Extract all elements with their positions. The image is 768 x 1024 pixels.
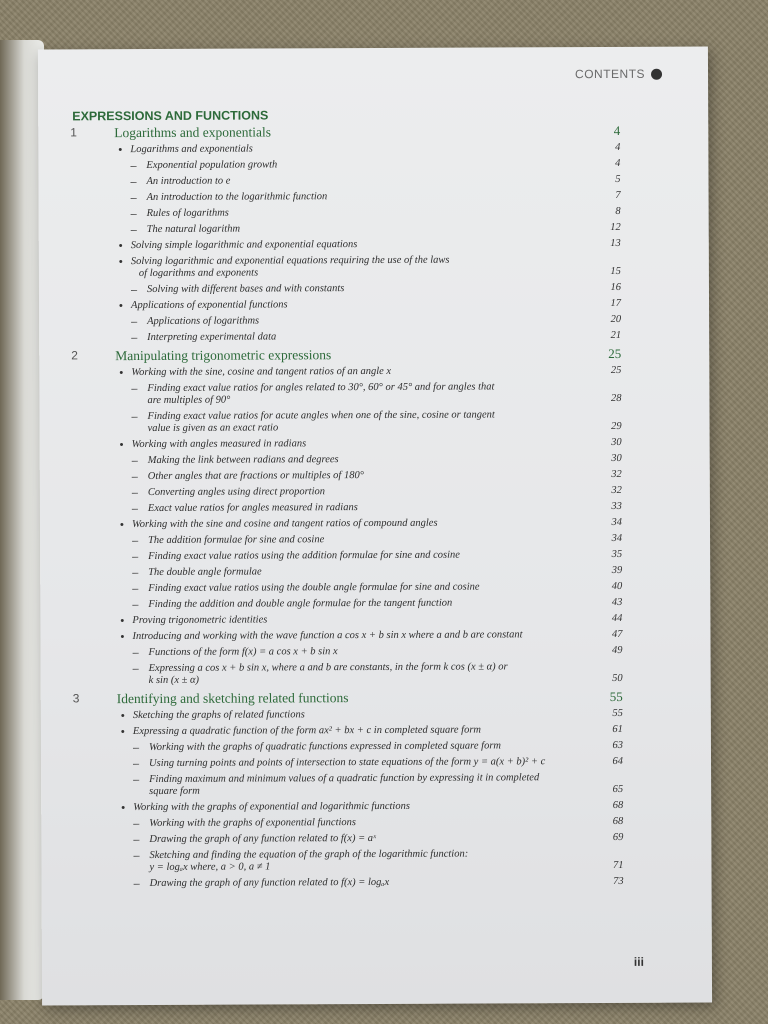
page-ref: 55 bbox=[612, 707, 623, 719]
entry-text: The natural logarithm bbox=[146, 223, 241, 235]
dash-icon: – bbox=[133, 774, 140, 787]
dash-icon: – bbox=[133, 878, 140, 891]
section-title: EXPRESSIONS AND FUNCTIONS bbox=[72, 108, 269, 124]
entry-text: value is given as an exact ratio bbox=[147, 422, 279, 434]
page-ref: 13 bbox=[610, 237, 621, 249]
page-ref: 20 bbox=[610, 313, 622, 325]
page-ref: 4 bbox=[615, 141, 621, 153]
entry-text: Working with the graphs of exponential and logarithmic functions bbox=[133, 800, 410, 814]
entry-text: of logarithms and exponents bbox=[138, 267, 259, 280]
entry-text: Finding the addition and double angle formulae for the tangent function bbox=[148, 597, 453, 610]
page-ref: 35 bbox=[611, 548, 623, 560]
entry-text: Drawing the graph of any function related to f(x) = logₐx bbox=[149, 876, 390, 889]
entry-text: Working with the graphs of quadratic functions expressed in completed square form bbox=[148, 740, 502, 753]
dash-icon: – bbox=[132, 551, 139, 564]
entry-text: Working with the graphs of exponential functions bbox=[149, 817, 357, 829]
entry-text: Making the link between radians and degrees bbox=[147, 454, 339, 466]
entry-text: Solving simple logarithmic and exponential equations bbox=[130, 239, 358, 252]
page-ref: 33 bbox=[611, 500, 622, 512]
entry-text: Working with the sine and cosine and tangent ratios of compound angles bbox=[131, 517, 438, 531]
page-number: iii bbox=[633, 954, 644, 969]
page-ref: 73 bbox=[613, 875, 624, 887]
page-ref: 43 bbox=[611, 596, 623, 608]
page-ref: 65 bbox=[612, 783, 624, 795]
entry-text: Expressing a quadratic function of the form ax² + bx + c in completed square form bbox=[132, 724, 482, 738]
book-spine-edge bbox=[0, 40, 44, 1000]
page-ref: 61 bbox=[612, 723, 623, 735]
entry-text: Sketching the graphs of related functions bbox=[132, 709, 305, 722]
page-ref: 21 bbox=[610, 329, 622, 341]
entry-text: Proving trigonometric identities bbox=[132, 614, 268, 627]
bullet-icon: • bbox=[119, 367, 124, 380]
entry-text: Exact value ratios for angles measured in radians bbox=[147, 502, 358, 514]
dash-icon: – bbox=[130, 160, 137, 173]
entry-text: are multiples of 90° bbox=[147, 394, 231, 406]
bullet-icon: • bbox=[118, 144, 123, 157]
entry-text: An introduction to e bbox=[146, 175, 231, 187]
page-ref: 7 bbox=[615, 189, 621, 201]
entry-text: y = logₐx where, a > 0, a ≠ 1 bbox=[149, 861, 271, 873]
page-ref: 34 bbox=[611, 532, 623, 544]
entry-text: Logarithms and exponentials bbox=[130, 143, 253, 156]
chapter-title: Identifying and sketching related functions bbox=[116, 690, 349, 707]
page-ref: 12 bbox=[610, 221, 621, 233]
page-ref: 32 bbox=[611, 468, 622, 480]
dash-icon: – bbox=[132, 663, 139, 676]
page-ref: 25 bbox=[610, 364, 622, 376]
dash-icon: – bbox=[131, 332, 138, 345]
entry-text: Drawing the graph of any function related to f(x) = aˣ bbox=[149, 832, 377, 845]
entry-text: Functions of the form f(x) = a cos x + b sin x bbox=[148, 646, 338, 658]
page-ref: 15 bbox=[610, 265, 621, 277]
bullet-icon: • bbox=[119, 300, 123, 313]
subtopic-row bbox=[41, 772, 711, 803]
subtopic-row bbox=[41, 661, 711, 692]
page-ref: 68 bbox=[612, 799, 624, 811]
entry-text: Applications of exponential functions bbox=[131, 299, 288, 312]
bullet-icon: • bbox=[121, 802, 126, 815]
bullet-icon: • bbox=[119, 519, 124, 532]
page-ref: 47 bbox=[611, 628, 623, 640]
entry-text: Applications of logarithms bbox=[147, 315, 260, 327]
dash-icon: – bbox=[131, 455, 138, 468]
dash-icon: – bbox=[130, 224, 137, 237]
dash-icon: – bbox=[131, 487, 139, 500]
contents-page bbox=[38, 47, 712, 1006]
page-ref: 32 bbox=[611, 484, 622, 496]
dash-icon: – bbox=[130, 284, 138, 297]
page-ref: 68 bbox=[612, 815, 624, 827]
entry-text: The addition formulae for sine and cosine bbox=[148, 534, 325, 546]
dash-icon: – bbox=[133, 850, 140, 863]
bullet-icon: • bbox=[118, 240, 123, 253]
dash-icon: – bbox=[131, 383, 138, 396]
chapter-number: 1 bbox=[70, 125, 77, 140]
dash-icon: – bbox=[133, 758, 140, 771]
subtopic-row bbox=[39, 381, 709, 412]
dash-icon: – bbox=[133, 818, 140, 831]
page-ref: 16 bbox=[610, 281, 621, 293]
header-title: CONTENTS bbox=[574, 66, 646, 82]
chapter-title: Logarithms and exponentials bbox=[114, 124, 272, 141]
page-ref: 5 bbox=[615, 173, 621, 185]
dash-icon: – bbox=[132, 535, 139, 548]
entry-text: Expressing a cos x + b sin x, where a and b are constants, in the form k cos (x ± α) or bbox=[148, 661, 508, 674]
bullet-icon: • bbox=[120, 631, 125, 644]
entry-text: square form bbox=[149, 785, 200, 797]
entry-text: Solving with different bases and with constants bbox=[146, 283, 345, 295]
contents-list bbox=[38, 123, 711, 895]
page-ref: 34 bbox=[611, 516, 623, 528]
dash-icon: – bbox=[132, 599, 139, 612]
entry-text: Other angles that are fractions or multiples of 180° bbox=[147, 470, 364, 482]
subtopic-row bbox=[42, 876, 712, 895]
entry-text: Finding exact value ratios using the double angle formulae for sine and cosine bbox=[148, 581, 480, 594]
dash-icon: – bbox=[130, 208, 137, 221]
page-ref: 4 bbox=[615, 157, 621, 169]
entry-text: Working with the sine, cosine and tangent ratios of an angle x bbox=[131, 365, 392, 379]
dash-icon: – bbox=[131, 316, 138, 329]
bullet-icon: • bbox=[118, 256, 123, 269]
topic-row bbox=[39, 254, 709, 285]
page-ref: 64 bbox=[612, 755, 624, 767]
entry-text: Converting angles using direct proportion bbox=[147, 486, 326, 498]
entry-text: Working with angles measured in radians bbox=[131, 438, 307, 451]
header-dot-icon bbox=[651, 68, 662, 79]
entry-text: Rules of logarithms bbox=[146, 207, 229, 219]
page-header bbox=[575, 67, 662, 81]
page-ref: 39 bbox=[611, 564, 623, 576]
dash-icon: – bbox=[132, 567, 139, 580]
chapter-title: Manipulating trigonometric expressions bbox=[115, 347, 332, 364]
page-ref: 28 bbox=[610, 392, 622, 404]
dash-icon: – bbox=[130, 192, 137, 205]
page-ref: 30 bbox=[611, 452, 622, 464]
subtopic-row bbox=[39, 409, 709, 440]
dash-icon: – bbox=[131, 471, 138, 484]
page-ref: 17 bbox=[610, 297, 622, 309]
entry-text: Finding maximum and minimum values of a quadratic function by expressing it in completed bbox=[149, 772, 540, 785]
page-ref: 50 bbox=[612, 672, 623, 684]
entry-text: k sin (x ± α) bbox=[148, 674, 200, 686]
dash-icon: – bbox=[133, 834, 140, 847]
page-ref: 25 bbox=[608, 345, 622, 361]
page-ref: 55 bbox=[609, 688, 623, 704]
page-ref: 29 bbox=[611, 420, 622, 432]
page-ref: 44 bbox=[611, 612, 623, 624]
dash-icon: – bbox=[131, 503, 139, 516]
chapter-number: 3 bbox=[72, 691, 80, 706]
page-ref: 40 bbox=[611, 580, 623, 592]
entry-text: Sketching and finding the equation of the graph of the logarithmic function: bbox=[149, 848, 469, 861]
entry-text: Finding exact value ratios using the addition formulae for sine and cosine bbox=[148, 549, 460, 562]
dash-icon: – bbox=[131, 411, 138, 424]
entry-text: The double angle formulae bbox=[148, 566, 262, 578]
dash-icon: – bbox=[130, 176, 137, 189]
chapter-number: 2 bbox=[71, 348, 78, 363]
page-ref: 4 bbox=[613, 122, 621, 138]
page-ref: 69 bbox=[612, 831, 624, 843]
dash-icon: – bbox=[132, 583, 139, 596]
entry-text: Exponential population growth bbox=[146, 159, 278, 171]
page-ref: 49 bbox=[612, 644, 623, 656]
subtopic-row bbox=[41, 848, 711, 879]
entry-text: Interpreting experimental data bbox=[147, 331, 277, 343]
page-ref: 63 bbox=[612, 739, 623, 751]
entry-text: Finding exact value ratios for acute angles when one of the sine, cosine or tangent bbox=[147, 409, 495, 422]
dash-icon: – bbox=[132, 647, 139, 660]
entry-text: Using turning points and points of intersection to state equations of the form y = a(x + b)² + c bbox=[149, 756, 546, 769]
entry-text: An introduction to the logarithmic function bbox=[146, 191, 328, 203]
page-ref: 8 bbox=[615, 205, 621, 217]
bullet-icon: • bbox=[120, 726, 125, 739]
bullet-icon: • bbox=[120, 615, 125, 628]
entry-text: Solving logarithmic and exponential equations requiring the use of the laws bbox=[130, 254, 450, 268]
entry-text: Finding exact value ratios for angles related to 30°, 60° or 45° and for angles that bbox=[147, 381, 495, 394]
dash-icon: – bbox=[132, 742, 140, 755]
page-ref: 30 bbox=[611, 436, 622, 448]
entry-text: Introducing and working with the wave function a cos x + b sin x where a and b are constant bbox=[132, 629, 523, 643]
bullet-icon: • bbox=[119, 439, 124, 452]
page-ref: 71 bbox=[612, 859, 624, 871]
bullet-icon: • bbox=[120, 710, 125, 723]
